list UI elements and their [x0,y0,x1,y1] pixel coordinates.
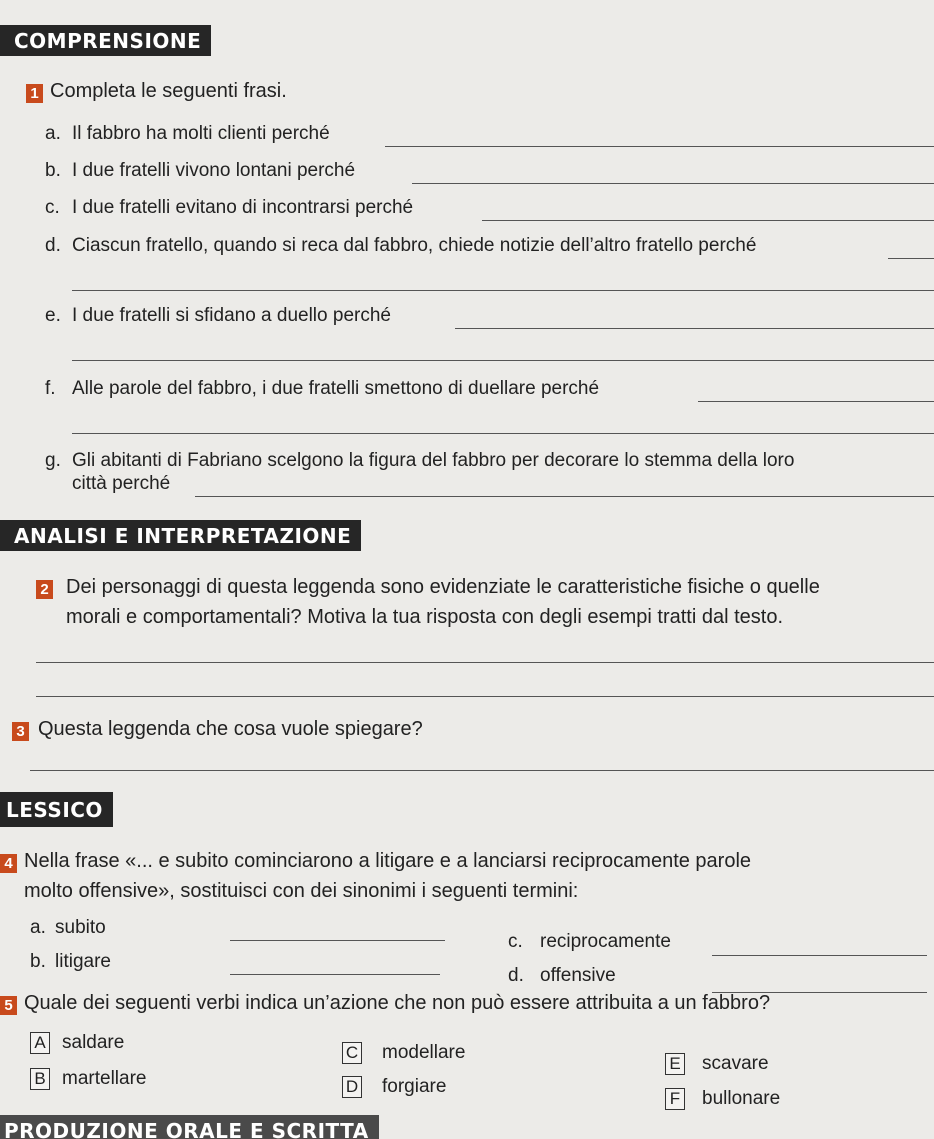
section-header-lessico: LESSICO [0,792,113,827]
answer-line[interactable] [482,220,934,221]
answer-line[interactable] [698,401,934,402]
option-box[interactable]: B [30,1068,50,1090]
item-text-continued: città perché [72,473,171,494]
answer-line[interactable] [455,328,934,329]
term-letter: c. [508,931,523,952]
answer-line[interactable] [36,696,934,697]
answer-line[interactable] [712,955,927,956]
exercise-number-5: 5 [0,996,17,1015]
item-letter: b. [45,160,61,181]
section-header-comprensione: COMPRENSIONE [0,25,211,56]
answer-line[interactable] [30,770,934,771]
option-word: forgiare [382,1076,447,1097]
option-word: modellare [382,1042,466,1063]
exercise-number-1: 1 [26,84,43,103]
item-letter: a. [45,123,61,144]
item-letter: e. [45,305,61,326]
item-text: Ciascun fratello, quando si reca dal fabbro, chiede notizie dell’altro fratello perché [72,235,757,256]
exercise-1-title: Completa le seguenti frasi. [50,80,287,102]
answer-line[interactable] [412,183,934,184]
option-box[interactable]: C [342,1042,362,1064]
answer-line[interactable] [195,496,934,497]
term-letter: d. [508,965,524,986]
answer-line[interactable] [72,290,934,291]
term-word: reciprocamente [540,931,671,952]
item-letter: f. [45,378,56,399]
exercise-2-text-line2: morali e comportamentali? Motiva la tua risposta con degli esempi tratti dal testo. [66,606,784,628]
answer-line[interactable] [230,974,440,975]
item-letter: d. [45,235,61,256]
exercise-4-text-line1: Nella frase «... e subito cominciarono a litigare e a lanciarsi reciprocamente parole [24,850,752,872]
option-box[interactable]: E [665,1053,685,1075]
item-text: I due fratelli vivono lontani perché [72,160,356,181]
option-word: scavare [702,1053,769,1074]
item-text: Il fabbro ha molti clienti perché [72,123,330,144]
item-letter: c. [45,197,60,218]
item-text: Alle parole del fabbro, i due fratelli smettono di duellare perché [72,378,600,399]
section-header-analisi: ANALISI E INTERPRETAZIONE [0,520,361,551]
exercise-3-text: Questa leggenda che cosa vuole spiegare? [38,718,423,740]
option-word: bullonare [702,1088,781,1109]
exercise-number-2: 2 [36,580,53,599]
term-word: litigare [55,951,111,972]
term-word: offensive [540,965,616,986]
option-box[interactable]: D [342,1076,362,1098]
item-text: Gli abitanti di Fabriano scelgono la figura del fabbro per decorare lo stemma della loro [72,450,795,471]
answer-line[interactable] [888,258,934,259]
exercise-2-text-line1: Dei personaggi di questa leggenda sono evidenziate le caratteristiche fisiche o quelle [66,576,820,598]
answer-line[interactable] [72,433,934,434]
option-word: saldare [62,1032,125,1053]
answer-line[interactable] [230,940,445,941]
exercise-number-3: 3 [12,722,29,741]
option-box[interactable]: F [665,1088,685,1110]
term-word: subito [55,917,106,938]
term-letter: a. [30,917,46,938]
option-word: martellare [62,1068,147,1089]
option-box[interactable]: A [30,1032,50,1054]
exercise-number-4: 4 [0,854,17,873]
section-header-partial: PRODUZIONE ORALE E SCRITTA [0,1115,379,1139]
item-text: I due fratelli evitano di incontrarsi perché [72,197,414,218]
answer-line[interactable] [385,146,934,147]
exercise-4-text-line2: molto offensive», sostituisci con dei sinonimi i seguenti termini: [24,880,579,902]
answer-line[interactable] [36,662,934,663]
item-text: I due fratelli si sfidano a duello perché [72,305,391,326]
term-letter: b. [30,951,46,972]
item-letter: g. [45,450,61,471]
exercise-5-text: Quale dei seguenti verbi indica un’azione che non può essere attribuita a un fabbro? [24,992,771,1014]
answer-line[interactable] [72,360,934,361]
